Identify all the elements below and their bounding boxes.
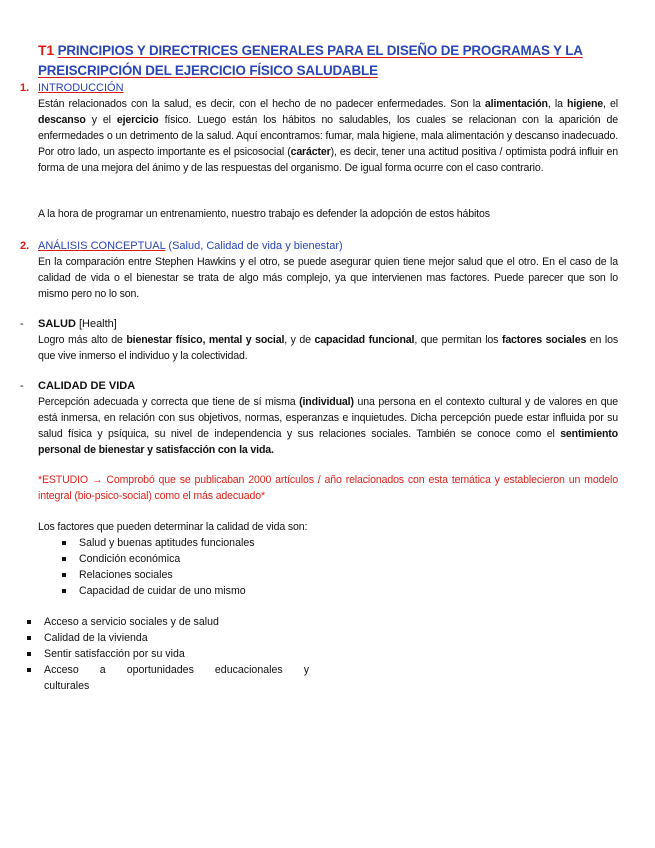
title-line-2: PREISCRIPCIÓN DEL EJERCICIO FÍSICO SALUDABLE xyxy=(38,63,378,78)
factors-intro: Los factores que pueden determinar la calidad de vida son: xyxy=(38,521,308,533)
title-line-1: PRINCIPIOS Y DIRECTRICES GENERALES PARA EL DISEÑO DE PROGRAMAS Y LA xyxy=(57,43,583,58)
document-title xyxy=(38,40,628,81)
list-item: Acceso a servicio sociales y de salud xyxy=(25,614,315,630)
list-item: Condición económica xyxy=(60,551,360,567)
list-item: Calidad de la vivienda xyxy=(25,630,315,646)
list-item: Relaciones sociales xyxy=(60,567,360,583)
section-1-paragraph-2: A la hora de programar un entrenamiento, nuestro trabajo es defender la adopción de estos hábitos xyxy=(38,208,490,220)
section-2-number: 2. xyxy=(20,240,30,252)
section-2-heading-text: ANÁLISIS CONCEPTUAL xyxy=(38,240,166,252)
calidad-heading: CALIDAD DE VIDA xyxy=(38,380,136,392)
factors-extra-list xyxy=(25,614,315,694)
calidad-dash: - xyxy=(20,380,24,392)
list-item: Sentir satisfacción por su vida xyxy=(25,646,315,662)
section-2-subheading: (Salud, Calidad de vida y bienestar) xyxy=(165,240,343,252)
section-1-heading-text: INTRODUCCIÓN xyxy=(38,82,124,94)
salud-heading: SALUD [Health] xyxy=(38,318,117,330)
list-item: Acceso a oportunidades educacionales y culturales xyxy=(25,662,309,694)
section-1-heading xyxy=(38,81,124,96)
title-prefix: T1 xyxy=(38,42,55,58)
section-1-number: 1. xyxy=(20,82,30,94)
list-item: Salud y buenas aptitudes funcionales xyxy=(60,535,360,551)
study-note: *ESTUDIO → Comprobó que se publicaban 2000 artículos / año relacionados con esta temática y establecieron un modelo integral (bio-psico-social) como el más adecuado* xyxy=(38,474,618,502)
salud-dash: - xyxy=(20,318,24,330)
calidad-paragraph: Percepción adecuada y correcta que tiene de sí misma (individual) una persona en el contexto cultural y de valores en que está inmersa, en relación con sus objetivos, normas, esperanzas e inquietudes. Dicha percepción puede estar influida por su salud física y psíquica, su nivel de independencia y sus relaciones sociales. También se conoce como el sentimiento personal de bienestar y satisfacción con la vida. xyxy=(38,396,618,456)
section-2-paragraph: En la comparación entre Stephen Hawkins y el otro, se puede asegurar quien tiene mejor salud que el otro. En el caso de la calidad de vida o el bienestar se trata de algo más complejo, ya que intervienen mas factores. Puede parecer que son lo mismo pero no lo son. xyxy=(38,256,618,300)
factors-list xyxy=(60,535,360,599)
section-2-heading xyxy=(38,239,343,254)
list-item: Capacidad de cuidar de uno mismo xyxy=(60,583,360,599)
salud-paragraph: Logro más alto de bienestar físico, mental y social, y de capacidad funcional, que permitan los factores sociales en los que vive inmerso el individuo y la colectividad. xyxy=(38,334,618,362)
section-1-paragraph-1: Están relacionados con la salud, es decir, con el hecho de no padecer enfermedades. Son la alimentación, la higiene, el descanso y el ejercicio físico. Luego están los hábitos no saludables, los cuales se relacionan con la aparición de enfermedades o un detrimento de la salud. Aquí encontramos: fumar, mala higiene, mala alimentación y descanso inadecuado. Por otro lado, un aspecto importante es el psicosocial (carácter), es decir, tener una actitud positiva / optimista podrá influir en forma de una mejora del ánimo y de las respuestas del organismo. De igual forma ocurre con el caso contrario. xyxy=(38,98,618,174)
